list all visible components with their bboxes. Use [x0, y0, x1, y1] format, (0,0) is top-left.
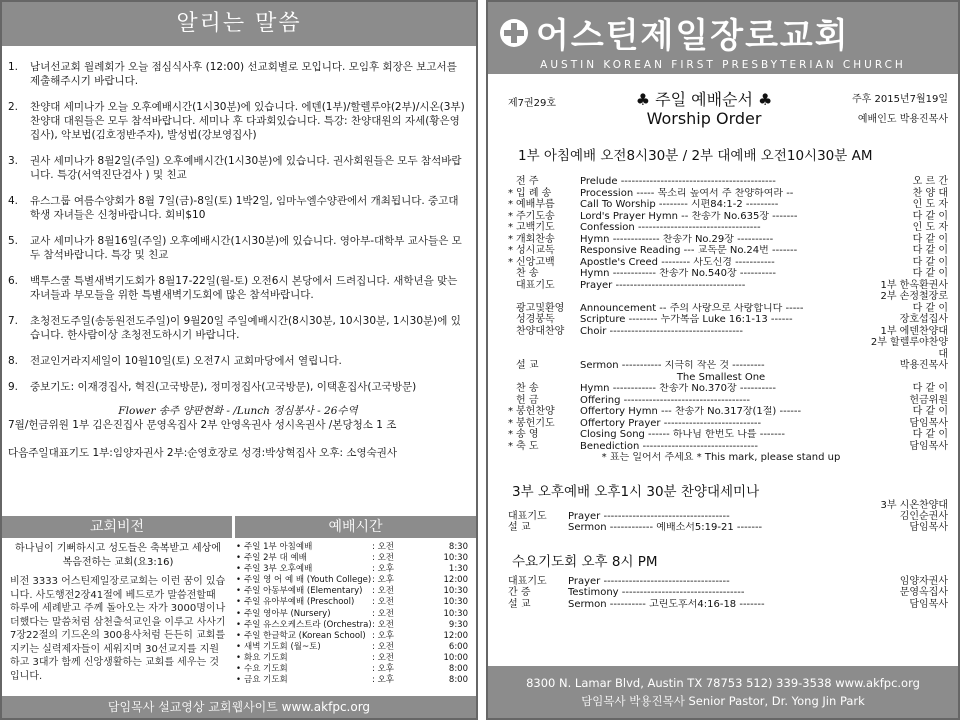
service-row	[508, 452, 948, 464]
service-item-person: 다 같 이	[912, 233, 948, 245]
service-row	[508, 280, 948, 292]
service-row	[508, 222, 948, 234]
worship-time-name: 주일 아동부예배 (Elementary)	[244, 586, 363, 597]
worship-time-ampm: : 오전	[372, 608, 394, 619]
worship-time-name: 새벽 기도회 (월~토)	[244, 641, 321, 652]
worship-time-name: 수요 기도회	[244, 664, 288, 675]
service-item-kr: 설 교	[516, 360, 539, 371]
notice-number: 1.	[8, 61, 19, 73]
notice-item	[8, 314, 468, 342]
notice-item	[8, 60, 468, 88]
stand-mark	[508, 452, 516, 464]
worship-time-name: 주일 유스오케스트라 (Orchestra)	[244, 619, 372, 630]
notice-number: 2.	[8, 101, 19, 113]
worship-time-name: 주일 3부 오후예배	[244, 564, 313, 575]
service-row	[508, 268, 948, 280]
stand-mark	[508, 314, 516, 326]
service-item-person: 김인순권사	[899, 510, 948, 522]
stand-mark	[508, 303, 516, 315]
service-item-detail: Offertory Hymn --- 찬송가 No.317장(1절) ------	[580, 406, 802, 417]
service-item-kr: 봉헌기도	[516, 417, 555, 429]
service-item-person: 인 도 자	[912, 199, 948, 210]
service-row	[508, 211, 948, 223]
worship-time-ampm: : 오전	[372, 553, 394, 564]
worship-time-value: 10:30	[443, 608, 468, 619]
section-morning-title: 1부 아침예배 오전8시30분 / 2부 대예배 오전10시30분 AM	[518, 148, 873, 164]
service-item-person: 다 같 이	[912, 268, 948, 279]
stand-mark: *	[508, 222, 513, 233]
worship-time-ampm: : 오전	[372, 597, 394, 608]
service-item-person: 담임목사	[909, 417, 948, 429]
notice-item	[8, 274, 468, 302]
notice-number: 5.	[8, 235, 19, 247]
worship-time-value: 10:30	[443, 597, 468, 608]
service-item-kr	[516, 452, 580, 464]
service-item-detail: The Smallest One	[676, 371, 766, 383]
worship-time-row	[236, 564, 472, 575]
notice-item	[8, 194, 468, 222]
announcements-panel	[0, 0, 478, 720]
service-row	[508, 234, 948, 246]
bullet-icon: •	[236, 641, 242, 652]
bullet-icon: •	[236, 630, 242, 641]
service-item-detail: Hymn ------------ 찬송가 No.370장 ----------	[580, 383, 776, 394]
service-row	[508, 599, 948, 611]
right-footer	[488, 666, 958, 718]
notice-text: 권사 세미나가 8월2일(주일) 오후예배시간(1시30분)에 있습니다. 권사회원들은 모두 참석바랍니다. 특강(서역진단검사 ) 및 친교	[30, 155, 462, 181]
stand-mark	[508, 326, 516, 338]
service-item-person: 담임목사	[909, 598, 948, 610]
worship-time-ampm: : 오후	[372, 564, 394, 575]
service-item-person: 담임목사	[909, 440, 948, 452]
stand-mark	[508, 395, 516, 407]
service-item-person: 박용진목사	[899, 360, 948, 371]
service-row	[508, 383, 948, 395]
notice-number: 8.	[8, 355, 19, 367]
stand-mark	[508, 268, 516, 280]
worship-time-ampm: : 오후	[372, 675, 394, 686]
announcements-header: 알리는 말씀	[2, 2, 476, 46]
worship-time-row	[236, 653, 472, 664]
senior-pastor: 담임목사 박용진목사 Senior Pastor, Dr. Yong Jin Park	[581, 694, 865, 708]
service-item-person: 문영옥집사	[899, 587, 948, 598]
service-item-detail: Closing Song ------ 하나님 한번도 나를 -------	[580, 429, 785, 440]
worship-times-list	[236, 542, 472, 686]
bullet-icon: •	[236, 586, 242, 597]
notice-number: 3.	[8, 155, 19, 167]
notice-number: 9.	[8, 381, 19, 393]
stand-mark: *	[508, 406, 513, 417]
order-title-kr: ♣ 주일 예배순서 ♣	[635, 90, 773, 109]
worship-time-value: 12:00	[443, 630, 468, 641]
stand-mark: *	[508, 199, 513, 210]
church-address: 8300 N. Lamar Blvd, Austin TX 78753 512) 339-3538 www.akfpc.org	[526, 676, 920, 690]
service-item-kr: 찬 송	[516, 383, 539, 394]
worship-time-ampm: : 오전	[372, 652, 394, 663]
service-item-person: 다 같 이	[912, 210, 948, 222]
service-row	[508, 522, 948, 534]
service-row	[508, 372, 948, 384]
church-name-kr: 어스틴제일장로교회	[536, 16, 850, 56]
service-item-person: 오 르 간	[912, 176, 948, 187]
stand-mark	[508, 176, 516, 188]
service-item-kr: 대표기도	[508, 575, 547, 587]
stand-mark: *	[508, 210, 513, 222]
stand-mark: *	[508, 233, 513, 245]
service-item-kr: 개회찬송	[516, 233, 555, 245]
service-row	[508, 429, 948, 441]
notice-text: 남녀선교회 월례회가 오늘 점심식사후 (12:00) 선교회별로 모입니다. 모임후 회장은 보고서를 제출해주시기 바랍니다.	[30, 61, 457, 87]
service-item-person	[862, 372, 948, 384]
service-item-person: 임양자권사	[899, 575, 948, 587]
offering-cleaning-line: 7월/헌금위원 1부 김은진집사 문영옥집사 2부 안영옥권사 성시옥권사 /본당청소 1 조	[8, 419, 397, 431]
section-afternoon-title: 3부 오후예배 오후1시 30분 찬양대세미나	[512, 483, 760, 500]
flower-lunch-line: Flower 송주 양판현화 - /Lunch 정심봉사 - 26수역	[118, 405, 358, 417]
service-item-detail: Prelude -------------------------------------------	[580, 176, 776, 187]
bullet-icon: •	[236, 553, 242, 564]
service-item-detail: * 표는 일어서 주세요 * This mark, please stand up	[601, 452, 841, 463]
service-item-detail: Call To Worship -------- 시편84:1-2 ---------	[580, 199, 779, 210]
notice-text: 초청전도주일(송동원전도주일)이 9월20일 주일예배시간(8시30분, 10시30분, 1시30분)에 있습니다. 한사람이상 초청전도하시기 바랍니다.	[30, 315, 461, 341]
service-item-kr: 설 교	[508, 598, 531, 610]
worship-time-name: 주일 2부 대 예배	[244, 553, 307, 564]
worship-time-ampm: : 오전	[372, 641, 394, 652]
service-item-detail	[580, 337, 862, 360]
vision-section	[10, 542, 226, 683]
section-wednesday-title: 수요기도회 오후 8시 PM	[512, 553, 658, 570]
service-item-person: 담임목사	[909, 522, 948, 533]
worship-time-row	[236, 642, 472, 653]
service-item-detail: Benediction --------------------------------	[580, 440, 758, 452]
worship-time-row	[236, 553, 472, 564]
service-item-detail: Prayer -----------------------------------	[568, 575, 730, 587]
worship-order	[508, 90, 948, 610]
worship-time-name: 화요 기도회	[244, 652, 288, 663]
worship-time-value: 8:30	[448, 542, 468, 552]
service-item-kr: 대표기도	[516, 279, 555, 291]
worship-time-name: 금요 기도회	[244, 675, 288, 686]
service-item-person: 다 같 이	[912, 256, 948, 268]
service-item-kr: 광고및환영	[516, 302, 565, 314]
worship-time-value: 6:00	[448, 641, 468, 652]
bullet-icon: •	[236, 619, 242, 630]
service-item-person: 다 같 이	[912, 302, 948, 314]
notice-number: 6.	[8, 275, 19, 287]
service-item-kr	[516, 372, 580, 384]
notice-text: 교사 세미나가 8월16일(주일) 오후예배시간(1시30분)에 있습니다. 영아부-대학부 교사들은 모두 참석바랍니다. 특강 및 친교	[30, 235, 462, 261]
worship-time-ampm: : 오후	[372, 575, 394, 586]
worship-leader: 예배인도 박용진목사	[857, 114, 948, 125]
stand-mark	[508, 383, 516, 395]
notice-text: 찬양대 세미나가 오늘 오후예배시간(1시30분)에 있습니다. 에덴(1부)/할렐루야(2부)/시온(3부)찬양대 대원들은 모두 참석바랍니다. 세미나 후 다과회있습니다. 특강: 찬양대원의 자세(황은영집사), 악보법(김호정반주자), 발성법(강보영집사)	[30, 101, 465, 141]
service-item-person: 장호섭집사	[899, 314, 948, 325]
service-item-detail: Sermon ----------- 지극히 작은 것 ---------	[580, 360, 765, 371]
service-row	[508, 360, 948, 372]
stand-mark: *	[508, 417, 513, 429]
service-item-kr: 전 주	[516, 176, 539, 187]
church-name-en: AUSTIN KOREAN FIRST PRESBYTERIAN CHURCH	[540, 59, 906, 71]
service-item-person: 2부 손정철장로	[880, 291, 948, 302]
morning-service-list	[508, 176, 948, 464]
bullet-icon: •	[236, 652, 242, 663]
service-row	[508, 291, 948, 303]
stand-mark	[508, 360, 516, 372]
vision-motto: 하나님이 기뻐하시고 성도들은 축복받고 세상에 복음전하는 교회(요3:16)	[15, 543, 221, 568]
worship-time-value: 1:30	[448, 564, 468, 575]
service-item-kr: 설 교	[508, 522, 531, 533]
service-row	[508, 188, 948, 200]
service-row	[508, 337, 948, 360]
service-item-person: 다 같 이	[912, 406, 948, 417]
service-item-detail: Confession ----------------------------------	[580, 222, 761, 233]
stand-mark	[508, 372, 516, 384]
worship-time-row	[236, 675, 472, 686]
service-item-kr: 찬양대찬양	[516, 325, 565, 337]
worship-time-name: 주일 영 어 예 배 (Youth College)	[244, 575, 372, 586]
bullet-icon: •	[236, 564, 242, 575]
service-item-detail: Apostle's Creed -------- 사도신경 -----------	[580, 256, 775, 268]
volume-number: 제7권29호	[508, 98, 557, 109]
service-row	[508, 326, 948, 338]
bullet-icon: •	[236, 664, 242, 675]
worship-time-value: 10:30	[443, 586, 468, 597]
vision-body: 비전 3333 어스틴제일장로교회는 이런 꿈이 있습니다. 사도행전2장41절에 베드로가 말씀전할때 하루에 세례받고 주께 돌아오는 자가 3000명이나 더했다는 말씀처럼 삼천출석교인을 이루고 사사기7장22절의 기드온의 300용사처럼 든든히 교회를 지키는 실력제자들이 세워지며 30선교지를 지원하고 3대가 함께 신앙생활하는 교회를 세우는 것입니다.	[10, 576, 226, 682]
service-item-kr: 주기도송	[516, 210, 555, 222]
service-row	[508, 314, 948, 326]
notice-text: 백투스쿨 특별새벽기도회가 8월17-22일(월-토) 오전6시 본당에서 드려집니다. 새학년을 맞는 자녀들과 부모들을 위한 특별새벽기도회에 많은 참석바랍니다.	[30, 275, 458, 301]
notice-item	[8, 100, 468, 142]
service-item-detail: Lord's Prayer Hymn -- 찬송가 No.635장 -------	[580, 210, 798, 222]
service-item-detail: Prayer -----------------------------------	[568, 510, 730, 522]
service-item-detail: Choir -------------------------------------	[580, 325, 744, 337]
notice-text: 유스그룹 여름수양회가 8월 7일(금)-8일(토) 1박2일, 임마누엘수양관에서 개최됩니다. 중고대학생 자녀들은 신청바랍니다. 회비$10	[30, 195, 459, 221]
service-item-kr: 입 례 송	[516, 187, 552, 199]
service-row	[508, 441, 948, 453]
service-item-person: 인 도 자	[912, 222, 948, 233]
service-item-detail: Sermon ------------ 예배소서5:19-21 -------	[568, 522, 763, 533]
service-row	[508, 395, 948, 407]
wednesday-service-list	[508, 576, 948, 611]
service-row	[508, 587, 948, 599]
notice-item	[8, 154, 468, 182]
worship-time-name: 주일 한글학교 (Korean School)	[244, 630, 366, 641]
worship-time-value: 12:00	[443, 575, 468, 586]
service-item-kr: 찬 송	[516, 268, 539, 279]
worship-time-row	[236, 575, 472, 586]
worship-time-ampm: : 오후	[372, 664, 394, 675]
service-row	[508, 199, 948, 211]
worship-time-ampm: : 오전	[372, 586, 394, 597]
vision-header: 교회비전	[2, 516, 232, 538]
worship-time-value: 10:00	[443, 652, 468, 663]
worship-time-ampm: : 오전	[372, 542, 394, 552]
service-item-detail: Hymn ------------- 찬송가 No.29장 ----------	[580, 233, 774, 245]
worship-time-row	[236, 609, 472, 620]
afternoon-choir: 3부 시온찬양대	[880, 499, 948, 511]
service-item-detail	[580, 291, 862, 303]
bullet-icon: •	[236, 608, 242, 619]
worship-time-name: 주일 유아부예배 (Preschool)	[244, 597, 355, 608]
service-item-kr: 고백기도	[516, 222, 555, 233]
service-item-kr: 송 영	[516, 429, 539, 440]
worship-time-name: 주일 1부 아침예배	[244, 542, 313, 552]
afternoon-service-list	[508, 511, 948, 534]
order-title-en: Worship Order	[646, 109, 762, 128]
worship-time-row	[236, 631, 472, 642]
worship-time-row	[236, 620, 472, 631]
service-row	[508, 511, 948, 523]
stand-mark: *	[508, 429, 513, 440]
service-item-kr: 성시교독	[516, 245, 555, 256]
worship-order-panel	[486, 0, 960, 720]
service-item-kr: 축 도	[516, 440, 539, 452]
service-item-person	[862, 452, 948, 464]
service-item-kr	[516, 291, 580, 303]
worship-time-value: 8:00	[448, 675, 468, 686]
service-item-kr	[516, 337, 580, 360]
notice-item	[8, 234, 468, 262]
notice-number: 4.	[8, 195, 19, 207]
service-item-person: 찬 양 대	[912, 187, 948, 199]
service-item-kr: 간 증	[508, 587, 531, 598]
service-item-person: 1부 에덴찬양대	[880, 325, 948, 337]
worship-time-row	[236, 664, 472, 675]
service-item-person: 다 같 이	[912, 429, 948, 440]
bullet-icon: •	[236, 597, 242, 608]
worship-time-value: 9:30	[448, 619, 468, 630]
service-item-kr: 성경봉독	[516, 314, 555, 325]
stand-mark: *	[508, 256, 513, 268]
stand-mark	[508, 337, 516, 360]
service-item-detail: Testimony ----------------------------------	[568, 587, 745, 598]
section-bars	[2, 516, 476, 538]
next-week-prayer: 다음주일대표기도 1부:임양자권사 2부:순영호장로 성경:박상혁집사 오후: 소영숙권사	[8, 447, 398, 459]
service-row	[508, 303, 948, 315]
service-item-detail: Announcement -- 주의 사랑으로 사랑합니다 -----	[580, 302, 804, 314]
notice-list	[8, 60, 468, 460]
service-item-kr: 대표기도	[508, 510, 547, 522]
service-item-detail: Responsive Reading --- 교독문 No.24번 -------	[580, 245, 798, 256]
worship-time-value: 10:30	[443, 553, 468, 564]
service-item-person: 다 같 이	[912, 383, 948, 394]
notice-text: 중보기도: 이재경집사, 혁진(고국방문), 정미정집사(고국방문), 이택훈집사(고국방문)	[30, 381, 417, 393]
service-row	[508, 406, 948, 418]
service-item-person: 2부 할렐루야찬양대	[870, 337, 948, 360]
bullet-icon: •	[236, 675, 242, 686]
service-item-person: 다 같 이	[912, 245, 948, 256]
times-header: 예배시간	[232, 516, 476, 538]
service-item-detail: Prayer ------------------------------------	[580, 279, 746, 291]
service-item-kr: 봉헌찬양	[516, 406, 555, 417]
stand-mark	[508, 280, 516, 292]
bullet-icon: •	[236, 575, 242, 586]
notice-item	[8, 354, 468, 368]
service-item-person: 1부 한옥환권사	[880, 279, 948, 291]
service-row	[508, 245, 948, 257]
worship-time-ampm: : 오후	[372, 630, 394, 641]
service-item-detail: Scripture -------- 누가복음 Luke 16:1-13 ------	[580, 314, 793, 325]
bullet-icon: •	[236, 542, 242, 552]
worship-time-row	[236, 542, 472, 553]
service-row	[508, 176, 948, 188]
notice-item	[8, 380, 468, 394]
service-item-kr: 헌 금	[516, 394, 539, 406]
service-item-detail: Sermon ---------- 고린도후서4:16-18 -------	[568, 598, 765, 610]
service-item-person: 헌금위원	[909, 394, 948, 406]
left-footer: 담임목사 설교영상 교회웹사이트 www.akfpc.org	[2, 696, 476, 718]
service-item-kr: 예배부름	[516, 199, 555, 210]
church-banner	[488, 2, 958, 74]
stand-mark: *	[508, 440, 513, 452]
notice-number: 7.	[8, 315, 19, 327]
notice-text: 전교인거라지세일이 10월10일(토) 오전7시 교회마당에서 열립니다.	[30, 355, 342, 367]
service-item-detail: Hymn ------------ 찬송가 No.540장 ----------	[580, 268, 776, 279]
worship-time-value: 8:00	[448, 664, 468, 675]
stand-mark: *	[508, 187, 513, 199]
service-item-detail: Procession ----- 목소리 높여서 주 찬양하여라 --	[580, 187, 794, 199]
worship-time-row	[236, 597, 472, 608]
worship-time-name: 주일 영아부 (Nursery)	[244, 608, 331, 619]
stand-mark: *	[508, 245, 513, 256]
service-row	[508, 257, 948, 269]
worship-time-ampm: : 오전	[372, 619, 394, 630]
service-date: 주후 2015년7월19일	[851, 94, 948, 105]
service-row	[508, 418, 948, 430]
cross-icon	[500, 19, 528, 47]
worship-time-row	[236, 586, 472, 597]
service-row	[508, 576, 948, 588]
stand-mark	[508, 291, 516, 303]
service-item-detail: Offertory Prayer ---------------------------	[580, 417, 762, 429]
service-item-detail: Offering -----------------------------------	[580, 394, 750, 406]
service-item-kr: 신앙고백	[516, 256, 555, 268]
